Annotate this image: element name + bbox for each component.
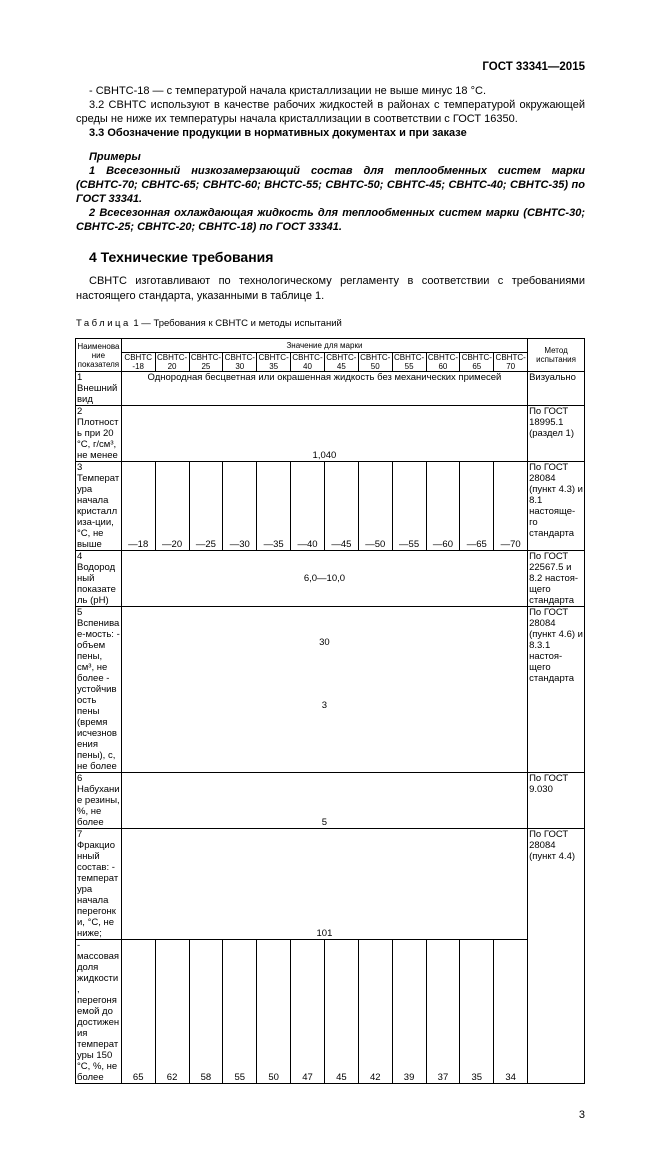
row-value: 1,040 [121, 406, 527, 462]
row-value: 37 [426, 940, 460, 1084]
row-value: 55 [223, 940, 257, 1084]
row-value: —65 [460, 462, 494, 551]
row-value: 39 [392, 940, 426, 1084]
grade-header: СВНТС-25 [190, 353, 222, 371]
row-value: 65 [121, 940, 155, 1084]
grade-header: СВНТС-35 [258, 353, 289, 371]
paragraph: - СВНТС-18 — с температурой начала кристаллизации не выше минус 18 °С. [89, 85, 486, 97]
example: 2 Всесезонная охлаждающая жидкость для теплообменных систем марки (СВНТС-30; СВНТС-25; СВНТС-20; СВНТС-18) по ГОСТ 33341. [76, 207, 585, 233]
page-number: 3 [578, 1109, 585, 1121]
row-method: По ГОСТ 28084 (пункт 4.3) и 8.1 настояще-го стандарта [528, 462, 585, 551]
subsection-title: 3.3 Обозначение продукции в нормативных документах и при заказе [89, 127, 467, 139]
row-value: 34 [494, 940, 528, 1084]
row-value: —25 [189, 462, 223, 551]
header-method: Метод испытания [528, 339, 585, 372]
grade-header: СВНТС-60 [427, 353, 459, 371]
row-name: 4 Водородный показатель (pH) [76, 551, 122, 607]
paragraph: СВНТС изготавливают по технологическому регламенту в соответствии с требованиями настоящего стандарта, указанными в таблице 1. [76, 275, 585, 302]
caption-text: 1 — Требования к СВНТС и методы испытаний [130, 318, 342, 329]
requirements-table [75, 338, 585, 1084]
row-name: 6 Набухание резины, %, не более [77, 773, 120, 828]
row-value: 58 [189, 940, 223, 1084]
row-value: 6,0—10,0 [121, 551, 527, 607]
row-value: 47 [291, 940, 325, 1084]
row-value: —45 [324, 462, 358, 551]
grade-header: СВНТС-55 [393, 353, 425, 371]
row-method: По ГОСТ 28084 (пункт 4.4) [528, 829, 585, 1084]
row-method: По ГОСТ 18995.1 (раздел 1) [528, 406, 585, 462]
row-method: По ГОСТ 22567.5 и 8.2 настоя-щего стандарта [528, 551, 585, 607]
row-value: —60 [426, 462, 460, 551]
section-title: 4 Технические требования [89, 249, 274, 265]
grade-header: СВНТС-70 [495, 353, 526, 371]
table-caption [76, 318, 585, 330]
row-value: —30 [223, 462, 257, 551]
header-name: Наименование показателя [76, 339, 122, 372]
header-values: Значение для марки [121, 339, 527, 353]
row-method: По ГОСТ 9.030 [528, 773, 585, 829]
row-value: —18 [121, 462, 155, 551]
row-method: Визуально [528, 372, 585, 406]
examples-title: Примеры [89, 151, 141, 163]
paragraph: 3.2 СВНТС используют в качестве рабочих жидкостей в районах с температурой окружающей среды не ниже их температуры начала кристаллизации в соответствии с ГОСТ 16350. [76, 99, 585, 125]
row-value: —50 [358, 462, 392, 551]
foam-stability-value: 3 [321, 700, 328, 711]
grade-header: СВНТС-20 [156, 353, 188, 371]
row-value: 35 [460, 940, 494, 1084]
row-value: —35 [257, 462, 291, 551]
example: 1 Всесезонный низкозамерзающий состав для теплообменных систем марки (СВНТС-70; СВНТС-65; СВНТС-60; ВНСТС-55; СВНТС-50; СВНТС-45; СВНТС-40; СВНТС-35) по ГОСТ 33341. [76, 165, 585, 205]
row-value: Однородная бесцветная или окрашенная жидкость без механических примесей [121, 372, 527, 406]
row-value: 5 [121, 773, 527, 829]
grade-header: СВНТС -18 [121, 353, 155, 372]
row-value [121, 607, 527, 773]
row-name: 7 Фракционный состав: - температура начала перегонки, °С, не ниже; [76, 829, 122, 940]
grade-header: СВНТС-65 [461, 353, 492, 371]
row-value: 45 [324, 940, 358, 1084]
row-value: —20 [155, 462, 189, 551]
grade-header: СВНТС-45 [326, 353, 357, 371]
row-method: По ГОСТ 28084 (пункт 4.6) и 8.3.1 настоя-щего стандарта [528, 607, 585, 773]
row-value: —40 [291, 462, 325, 551]
row-name: 3 Температура начала кристаллиза-ции, °С, не выше [76, 462, 122, 551]
foam-volume-value: 30 [319, 637, 330, 648]
row-value: —55 [392, 462, 426, 551]
row-value: 62 [155, 940, 189, 1084]
row-value: 50 [257, 940, 291, 1084]
row-value: 101 [121, 829, 527, 940]
row-name: 5 Вспенивае-мость: - объем пены, см³, не более - устойчивость пены (время исчезновения пены), с, не более [77, 607, 120, 772]
row-name: - массовая доля жидкости, перегоняемой до достижения температуры 150 °С, %, не более [76, 940, 122, 1084]
row-value: 42 [358, 940, 392, 1084]
document-header: ГОСТ 33341—2015 [482, 61, 585, 73]
grade-header: СВНТС-40 [292, 353, 323, 371]
grade-header: СВНТС-50 [360, 353, 391, 371]
grade-header: СВНТС-30 [224, 353, 255, 371]
row-name: 2 Плотность при 20 °С, г/см³, не менее [76, 406, 122, 462]
row-name: 1 Внешний вид [76, 372, 122, 406]
caption-label: Таблица [76, 318, 131, 329]
row-value: —70 [494, 462, 528, 551]
